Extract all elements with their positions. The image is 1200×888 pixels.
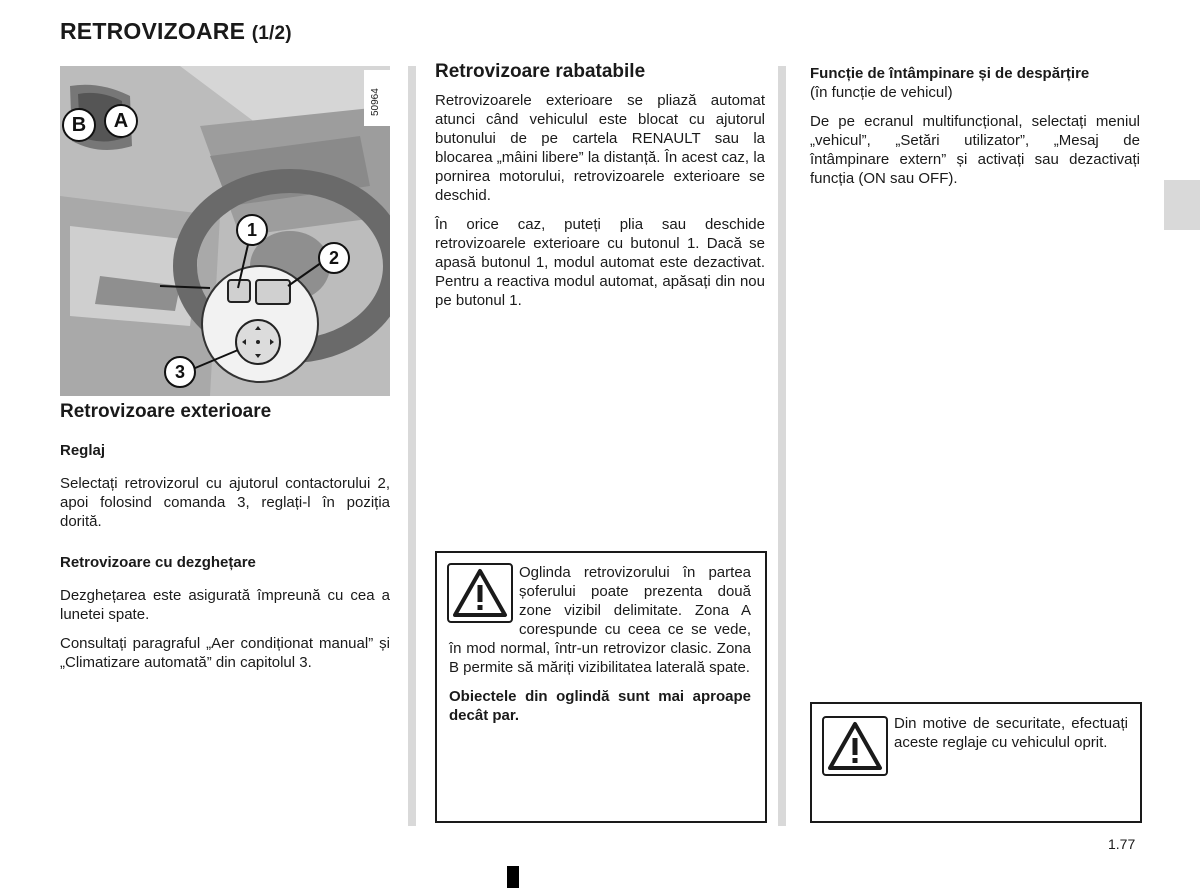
- callout-a: A: [104, 104, 138, 138]
- bottom-crop-mark: [507, 866, 519, 888]
- welcome-function-title: Funcție de întâmpinare și de despărțire: [810, 65, 1090, 82]
- callout-b: B: [62, 108, 96, 142]
- title-text: RETROVIZOARE: [60, 18, 246, 44]
- rabatabile-text-1: Retrovizoarele exterioare se pliază automat atunci când vehiculul este blocat cu ajutorul butonului de pe cartela RENAULT sau la blocarea „mâini libere” la distanță. În acest caz, la pornirea motorului, retrovizoarele exterioare se deschid.: [435, 92, 765, 204]
- left-column: [60, 402, 390, 682]
- mirror-controls-figure: [60, 66, 390, 396]
- page-number: 1.77: [1108, 836, 1136, 852]
- page-title: [60, 18, 292, 45]
- warning-box-mirror-zones: [435, 551, 767, 823]
- title-part: (1/2): [251, 23, 292, 44]
- chapter-tab: [1164, 180, 1200, 230]
- warning-triangle-icon: [822, 716, 888, 776]
- reglaj-text: Selectați retrovizorul cu ajutorul contactorului 2, apoi folosind comanda 3, reglați-l în poziția dorită.: [60, 475, 390, 530]
- icon-spacer: [449, 563, 519, 625]
- section-heading-rabatabile: Retrovizoare rabatabile: [435, 61, 646, 82]
- callout-1: 1: [236, 214, 268, 246]
- figure-code-text: 50964: [370, 88, 381, 116]
- warning-box-safety: [810, 702, 1142, 823]
- section-heading-exterior: Retrovizoare exterioare: [60, 401, 272, 422]
- middle-column: [435, 62, 765, 320]
- warning-text-safety: Din motive de securitate, efectuați aceste reglaje cu vehiculul oprit.: [894, 715, 1128, 751]
- column-divider-left: [408, 66, 416, 826]
- subheading-dezghetare: Retrovizoare cu dezghețare: [60, 554, 256, 571]
- callout-3: 3: [164, 356, 196, 388]
- warning-bold-mirror: Obiectele din oglindă sunt mai aproape decât par.: [449, 688, 751, 724]
- column-divider-right: [778, 66, 786, 826]
- rabatabile-text-2: În orice caz, puteți plia sau deschide retrovizoarele exterioare cu butonul 1. Dacă se apasă butonul 1, modul automat este dezactivat. Pentru a reactiva modul automat, apăsați din nou pe butonul 1.: [435, 216, 765, 309]
- figure-code: [364, 70, 390, 126]
- dezghetare-text-1: Dezghețarea este asigurată împreună cu cea a lunetei spate.: [60, 587, 390, 623]
- dezghetare-text-2: Consultați paragraful „Aer condiționat manual” și „Climatizare automată” din capitolul 3.: [60, 635, 390, 671]
- callout-2: 2: [318, 242, 350, 274]
- welcome-function-text: De pe ecranul multifuncțional, selectați meniul „vehicul”, „Setări utilizator”, „Mesaj de întâmpinare extern” și activați sau dezactivați funcția (ON sau OFF).: [810, 113, 1140, 187]
- warning-text-mirror: Oglinda retrovizorului în partea șoferului poate prezenta două zone vizibil delimitate. Zona A corespunde cu ceea ce se vede, în mod normal, într-un retrovizor clasic. Zona B permite să măriți vizibilitatea laterală spate.: [449, 564, 751, 676]
- welcome-function-subtitle: (în funcție de vehicul): [810, 84, 953, 101]
- subheading-reglaj: Reglaj: [60, 442, 106, 459]
- warning-body: [449, 563, 751, 725]
- right-column: [810, 64, 1140, 198]
